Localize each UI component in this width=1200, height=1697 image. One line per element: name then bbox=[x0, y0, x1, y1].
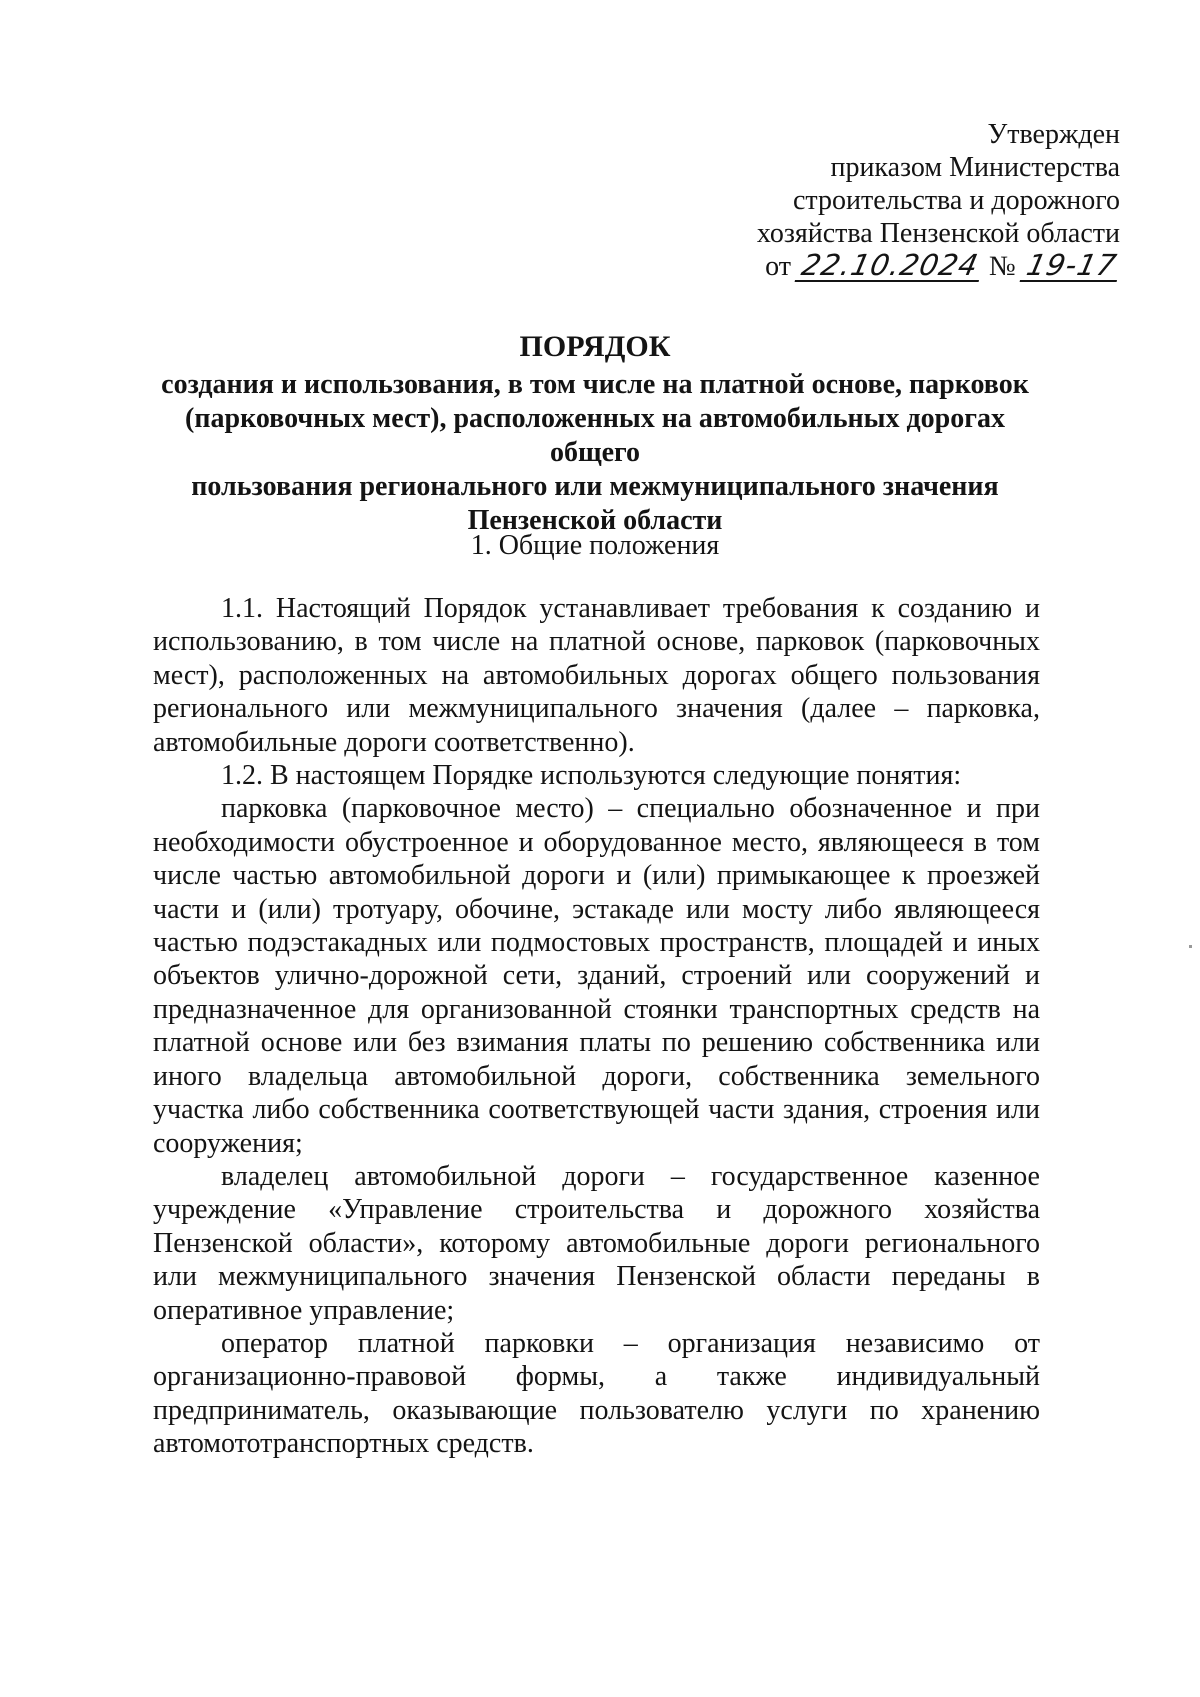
approval-date-line bbox=[600, 250, 1120, 283]
section-heading: 1. Общие положения bbox=[470, 530, 720, 561]
definition-parking: парковка (парковочное место) – специально обозначенное и при необходимости обустроенное и оборудованное место, являющееся в том числе частью автомобильной дороги и (или) примыкающее к проезжей части и (или) тротуару, обочине, эстакаде или мосту либо являющееся частью подэстакадных или подмостовых пространств, площадей и иных объектов улично-дорожной сети, зданий, строений или сооружений и предназначенное для организованной стоянки транспортных средств на платной основе или без взимания платы по решению собственника или иного владельца автомобильной дороги, собственника земельного участка либо собственника соответствующей части здания, строения или сооружения; bbox=[153, 793, 1040, 1159]
title-subtitle-line: (парковочных мест), расположенных на автомобильных дорогах общего bbox=[185, 403, 1005, 468]
approval-line-3: строительства и дорожного bbox=[793, 185, 1120, 216]
handwritten-date: 22.10.2024 bbox=[795, 250, 986, 282]
number-prefix: № bbox=[989, 251, 1016, 282]
definition-road-owner: владелец автомобильной дороги – государственное казенное учреждение «Управление строительства и дорожного хозяйства Пензенской области», которому автомобильные дороги регионального или межмуниципального значения Пензенской области переданы в оперативное управление; bbox=[153, 1160, 1040, 1326]
approval-line-4: хозяйства Пензенской области bbox=[756, 218, 1120, 249]
title-subtitle-line: Пензенской области bbox=[467, 505, 723, 536]
definition-operator: оператор платной парковки – организация независимо от организационно-правовой формы, а также индивидуальный предприниматель, оказывающие пользователю услуги по хранению автомототранспортных средств. bbox=[153, 1327, 1040, 1460]
scan-speck bbox=[1189, 945, 1192, 948]
title-main: ПОРЯДОК bbox=[519, 330, 671, 363]
paragraph-1-2: 1.2. В настоящем Порядке используются следующие понятия: bbox=[221, 760, 962, 792]
date-prefix: от bbox=[765, 251, 791, 282]
approval-line-1: Утвержден bbox=[987, 119, 1120, 150]
document-title bbox=[150, 330, 1040, 538]
handwritten-number: 19-17 bbox=[1019, 250, 1123, 282]
title-subtitle-line: создания и использования, в том числе на платной основе, парковок bbox=[161, 369, 1029, 400]
approval-line-2: приказом Министерства bbox=[830, 152, 1120, 183]
document-body bbox=[153, 592, 1040, 1461]
title-subtitle-line: пользования регионального или межмуниципального значения bbox=[191, 471, 999, 502]
paragraph-1-1: 1.1. Настоящий Порядок устанавливает требования к созданию и использованию, в том числе на платной основе, парковок (парковочных мест), расположенных на автомобильных дорогах общего пользования регионального или межмуниципального значения (далее – парковка, автомобильные дороги соответственно). bbox=[153, 593, 1040, 758]
approval-stamp bbox=[600, 118, 1120, 283]
